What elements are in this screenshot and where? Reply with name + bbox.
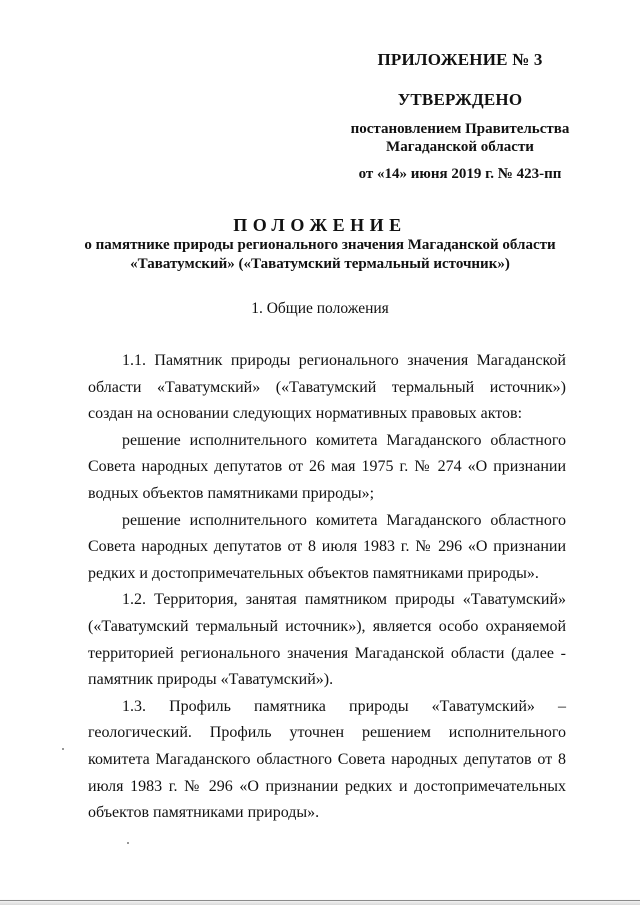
document-subtitle-line-2: «Таватумский» («Таватумский термальный источник») <box>130 256 510 272</box>
paragraph-1-3: 1.3. Профиль памятника природы «Таватумский» – геологический. Профиль уточнен решением исполнительного комитета Магаданского областного Совета народных депутатов от 8 июля 1983 г. № 296 «О признании редких и достопримечательных объектов памятниками природы». <box>88 697 566 822</box>
approval-resolution-line-1: постановлением Правительства <box>350 121 570 137</box>
section-title: 1. Общие положения <box>251 300 389 317</box>
approval-date: от «14» июня 2019 г. № 423-пп <box>358 166 562 182</box>
scan-bottom-line <box>0 900 640 901</box>
paragraph-decision-1983: решение исполнительного комитета Магаданского областного Совета народных депутатов от 8 июля 1983 г. № 296 «О признании редких и достопримечательных объектов памятниками природы». <box>88 511 566 582</box>
scan-speck <box>62 748 64 750</box>
document-heading <box>60 214 580 274</box>
paragraph-1-1: 1.1. Памятник природы регионального значения Магаданской области «Таватумский» («Таватумский термальный источник») создан на основании следующих нормативных правовых актов: <box>88 352 566 423</box>
paragraph-decision-1975: решение исполнительного комитета Магаданского областного Совета народных депутатов от 26 мая 1975 г. № 274 «О признании водных объектов памятниками природы»; <box>88 431 566 502</box>
approval-block <box>340 50 580 183</box>
document-subtitle-line-1: о памятнике природы регионального значения Магаданской области <box>84 237 556 253</box>
approval-resolution-line-2: Магаданской области <box>386 139 534 155</box>
scan-speck <box>127 842 129 844</box>
document-title: ПОЛОЖЕНИЕ <box>233 215 407 235</box>
appendix-number: ПРИЛОЖЕНИЕ № 3 <box>377 50 543 69</box>
approved-stamp: УТВЕРЖДЕНО <box>397 90 523 109</box>
document-body <box>88 348 566 827</box>
paragraph-1-2: 1.2. Территория, занятая памятником природы «Таватумский» («Таватумский термальный источник»), является особо охраняемой территорией регионального значения Магаданской области (далее - памятник природы «Таватумский»). <box>88 591 566 689</box>
